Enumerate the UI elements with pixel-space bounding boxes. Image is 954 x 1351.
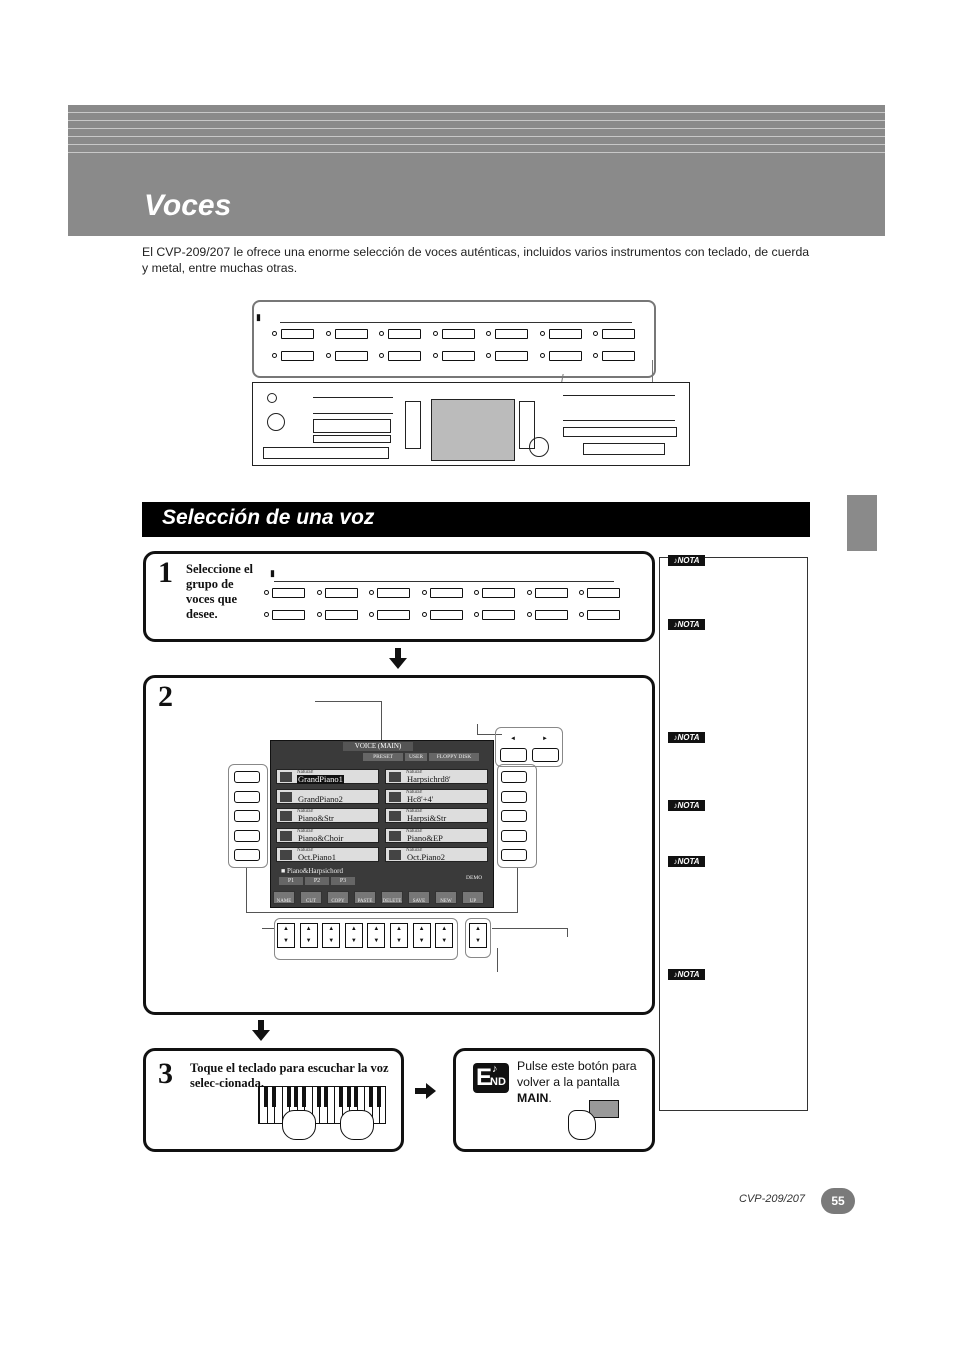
voice-group-button[interactable] <box>482 610 515 620</box>
up-arrow-icon: ▲ <box>305 926 312 932</box>
voice-led <box>540 353 545 358</box>
tab-left-button[interactable] <box>500 748 527 762</box>
piano-symbol-icon: ▮ <box>270 568 275 578</box>
voice-group-button[interactable] <box>377 588 410 598</box>
callout-line <box>497 948 498 972</box>
voice-name: Hc8'+4' <box>407 793 434 804</box>
voice-led <box>272 353 277 358</box>
voice-led <box>379 353 384 358</box>
right-hand-icon <box>340 1110 374 1140</box>
voice-led <box>474 590 479 595</box>
music-note-icon: ♪ <box>492 1063 498 1075</box>
panel-label-line <box>280 322 632 323</box>
voice-left-2[interactable] <box>276 789 379 804</box>
voice-icon <box>280 792 292 802</box>
end-badge-nd: ND <box>490 1076 506 1088</box>
up-arrow-icon: ▲ <box>441 926 448 932</box>
voice-group-button[interactable] <box>335 329 368 339</box>
nota-badge: ♪NOTA <box>668 856 705 867</box>
screen-left-button[interactable] <box>234 810 260 822</box>
left-button-block <box>313 419 391 433</box>
music-note-icon: ♪ <box>673 970 678 979</box>
voice-led <box>422 612 427 617</box>
voice-group-button[interactable] <box>430 588 463 598</box>
panel-label-line <box>274 581 614 582</box>
up-arrow-icon: ▲ <box>418 926 425 932</box>
white-key <box>259 1087 260 1123</box>
nota-badge: ♪NOTA <box>668 969 705 980</box>
voice-right-1[interactable] <box>385 769 488 784</box>
voice-led <box>486 353 491 358</box>
down-arrow-icon: ▼ <box>328 938 335 944</box>
nota-badge: ♪NOTA <box>668 619 705 630</box>
black-key <box>294 1087 298 1107</box>
voice-icon <box>389 811 401 821</box>
end-badge <box>473 1063 509 1093</box>
voice-left-5[interactable] <box>276 847 379 862</box>
voice-tag: Natural! <box>406 848 423 853</box>
voice-led <box>433 353 438 358</box>
voice-group-button[interactable] <box>388 329 421 339</box>
black-key <box>377 1087 381 1107</box>
voice-name: Oct.Piano2 <box>407 852 446 862</box>
callout-line <box>315 701 382 740</box>
voice-name: Oct.Piano1 <box>298 852 337 862</box>
voice-group-button[interactable] <box>602 351 635 361</box>
voice-group-button[interactable] <box>325 588 358 598</box>
lcd-left-buttons <box>405 401 421 449</box>
up-arrow-icon: ▲ <box>373 926 380 932</box>
voice-name: GrandPiano1 <box>298 774 343 784</box>
screen-right-button[interactable] <box>501 810 527 822</box>
screen-right-button[interactable] <box>501 849 527 861</box>
screen-button-paste[interactable]: PASTE <box>354 891 376 904</box>
black-key <box>369 1087 373 1107</box>
left-hand-icon <box>282 1110 316 1140</box>
page-number: 55 <box>821 1188 855 1214</box>
voice-group-button[interactable] <box>442 329 475 339</box>
master-volume-knob <box>267 413 285 431</box>
down-arrow-icon: ▼ <box>475 938 481 944</box>
voice-tag: Natural! <box>406 770 423 775</box>
voice-icon <box>280 811 292 821</box>
intro-paragraph: El CVP-209/207 le ofrece una enorme selección de voces auténticas, incluidos varios instrumentos con teclado, de cuerda y metal, entre muchas otras. <box>142 245 810 275</box>
voice-group-button[interactable] <box>430 610 463 620</box>
demo-label[interactable]: DEMO <box>466 875 483 881</box>
screen-button-delete[interactable]: DELETE <box>381 891 403 904</box>
right-voice-buttons <box>563 395 675 421</box>
voice-name: Piano&Choir <box>298 832 344 843</box>
voice-group-button[interactable] <box>482 588 515 598</box>
voice-group-button[interactable] <box>272 610 305 620</box>
screen-button-up[interactable]: UP <box>462 891 484 904</box>
music-note-icon: ♪ <box>673 801 678 810</box>
screen-button-cut[interactable]: CUT <box>300 891 322 904</box>
updown-button[interactable] <box>367 923 385 948</box>
folder-icon: ■ <box>281 867 286 875</box>
zoomed-voice-buttons <box>252 300 656 378</box>
white-key <box>334 1087 335 1123</box>
up-arrow-icon: ▲ <box>350 926 357 932</box>
screen-left-button[interactable] <box>234 791 260 803</box>
voice-led <box>272 331 277 336</box>
end-text-before: Pulse este botón para volver a la pantalla <box>517 1059 637 1089</box>
up-arrow-icon: ▲ <box>396 926 402 932</box>
screen-button-new[interactable]: NEW <box>435 891 457 904</box>
page-tab-p2[interactable]: P2 <box>305 877 329 885</box>
voice-selection-screen <box>270 740 494 908</box>
screen-button-save[interactable]: SAVE <box>408 891 430 904</box>
voice-led <box>379 331 384 336</box>
tab-preset[interactable]: PRESET <box>363 753 403 761</box>
updown-button[interactable] <box>390 923 408 948</box>
voice-group-button[interactable] <box>442 351 475 361</box>
flow-arrow-down <box>252 1020 270 1041</box>
voice-group-button[interactable] <box>587 588 620 598</box>
updown-button[interactable] <box>300 923 318 948</box>
voice-led <box>326 353 331 358</box>
voice-led <box>317 590 322 595</box>
voice-led <box>579 612 584 617</box>
step-1-box <box>143 551 655 642</box>
voice-tag: Natural! <box>297 809 314 814</box>
down-arrow-icon: ▼ <box>396 938 402 944</box>
screen-title: VOICE (MAIN) <box>343 742 413 751</box>
step-2-number: 2 <box>158 680 173 713</box>
voice-tag: Natural! <box>406 789 423 795</box>
registration-buttons <box>583 443 665 455</box>
voice-tag: Natural! <box>297 770 314 775</box>
voice-left-3[interactable] <box>276 808 379 823</box>
voice-name: Harpsichrd8' <box>407 774 451 784</box>
up-arrow-icon: ▲ <box>283 926 289 932</box>
down-arrow-icon: ▼ <box>305 938 312 944</box>
voice-tag: Natural! <box>406 828 423 834</box>
down-arrow-icon: ▼ <box>418 938 425 944</box>
voice-icon <box>389 772 401 782</box>
tab-left-arrow-icon: ◄ <box>510 736 516 742</box>
chapter-side-tab <box>847 495 877 551</box>
voice-right-4[interactable] <box>385 828 488 843</box>
lcd-screen-thumbnail <box>431 399 515 461</box>
flow-arrow-right <box>426 1083 436 1099</box>
voice-icon <box>280 772 292 782</box>
flow-arrow-down <box>389 648 407 669</box>
voice-group-button[interactable] <box>535 588 568 598</box>
chapter-header <box>68 105 885 236</box>
voice-group-button[interactable] <box>495 329 528 339</box>
voice-led <box>486 331 491 336</box>
finger-pointer-icon <box>568 1110 596 1140</box>
black-key <box>287 1087 291 1107</box>
screen-button-copy[interactable]: COPY <box>327 891 349 904</box>
voice-right-5[interactable] <box>385 847 488 862</box>
voice-left-1[interactable] <box>276 769 379 784</box>
footer-model: CVP-209/207 <box>739 1193 806 1205</box>
callout-line <box>492 928 568 937</box>
voice-led <box>317 612 322 617</box>
black-key <box>354 1087 358 1107</box>
screen-right-button[interactable] <box>501 830 527 842</box>
voice-name: Piano&Str <box>298 813 334 823</box>
voice-group-button[interactable] <box>377 610 410 620</box>
page-tab-p3[interactable]: P3 <box>331 877 355 885</box>
voice-led <box>369 590 374 595</box>
tab-user[interactable]: USER <box>405 753 427 761</box>
notes-column <box>659 557 808 1111</box>
voice-tag: Natural! <box>406 809 423 814</box>
black-key <box>339 1087 343 1107</box>
small-knob <box>267 393 277 403</box>
updown-button[interactable] <box>322 923 340 948</box>
black-key <box>272 1087 276 1107</box>
voice-tag: Natural! <box>297 828 314 834</box>
step-1-voice-buttons <box>264 568 624 632</box>
down-arrow-icon: ▼ <box>441 938 448 944</box>
voice-group-button[interactable] <box>549 351 582 361</box>
step-1-number: 1 <box>158 556 173 589</box>
down-arrow-icon: ▼ <box>373 938 380 944</box>
down-arrow-icon: ▼ <box>283 938 289 944</box>
main-button-label: MAIN <box>517 1091 549 1105</box>
panel-overview-illustration <box>252 300 692 466</box>
nota-badge: ♪NOTA <box>668 555 705 566</box>
page-title: Voces <box>144 189 232 222</box>
step-3-number: 3 <box>158 1057 173 1090</box>
left-button-block <box>313 435 391 443</box>
voice-group-button[interactable] <box>587 610 620 620</box>
instrument-panel <box>252 382 690 466</box>
music-note-icon: ♪ <box>673 620 678 629</box>
voice-group-button[interactable] <box>549 329 582 339</box>
header-stripes <box>68 105 885 153</box>
nota-badge: ♪NOTA <box>668 732 705 743</box>
voice-right-2[interactable] <box>385 789 488 804</box>
voice-led <box>264 612 269 617</box>
voice-led <box>527 612 532 617</box>
voice-icon <box>389 831 401 841</box>
up-arrow-icon: ▲ <box>475 926 481 932</box>
voice-led <box>540 331 545 336</box>
voice-left-4[interactable] <box>276 828 379 843</box>
updown-button[interactable] <box>413 923 431 948</box>
voice-icon <box>280 831 292 841</box>
voice-led <box>264 590 269 595</box>
voice-led <box>474 612 479 617</box>
updown-button[interactable] <box>277 923 295 948</box>
piano-symbol-icon: ▮ <box>256 312 261 322</box>
tab-right-button[interactable] <box>532 748 559 762</box>
section-title: Selección de una voz <box>162 506 375 529</box>
step-1-text: Seleccione el grupo de voces que desee. <box>186 562 253 621</box>
voice-led <box>593 331 598 336</box>
voice-name: GrandPiano2 <box>298 793 343 804</box>
voice-right-3[interactable] <box>385 808 488 823</box>
music-note-icon: ♪ <box>673 857 678 866</box>
black-key <box>324 1087 328 1107</box>
voice-name: Harpsi&Str <box>407 813 447 823</box>
black-key <box>317 1087 321 1107</box>
voice-icon <box>389 792 401 802</box>
section-bar <box>142 502 810 537</box>
data-dial <box>529 437 549 457</box>
end-text-after: . <box>548 1091 552 1105</box>
voice-group-button[interactable] <box>495 351 528 361</box>
tab-floppy-disk[interactable]: FLOPPY DISK <box>429 753 479 761</box>
nota-badge: ♪NOTA <box>668 800 705 811</box>
voice-group-button[interactable] <box>535 610 568 620</box>
music-note-icon: ♪ <box>673 556 678 565</box>
voice-led <box>527 590 532 595</box>
voice-tag: Natural! <box>297 848 314 853</box>
voice-led <box>369 612 374 617</box>
screen-button-name[interactable]: NAME <box>273 891 295 904</box>
down-arrow-icon: ▼ <box>350 938 357 944</box>
voice-group-button[interactable] <box>325 610 358 620</box>
screen-left-button[interactable] <box>234 771 260 783</box>
screen-right-button[interactable] <box>501 771 527 783</box>
up-arrow-icon: ▲ <box>328 926 335 932</box>
updown-button[interactable] <box>435 923 453 948</box>
voice-group-button[interactable] <box>388 351 421 361</box>
screen-right-button[interactable] <box>501 791 527 803</box>
voice-icon <box>280 850 292 860</box>
current-folder <box>281 867 343 875</box>
voice-icon <box>389 850 401 860</box>
end-instruction <box>517 1058 647 1106</box>
voice-group-button[interactable] <box>272 588 305 598</box>
screen-bottom-buttons <box>273 891 491 905</box>
voice-group-button[interactable] <box>602 329 635 339</box>
left-button-row <box>313 413 393 414</box>
screen-left-button[interactable] <box>234 849 260 861</box>
end-badge-e: E <box>476 1064 493 1091</box>
voice-led <box>422 590 427 595</box>
screen-left-button[interactable] <box>234 830 260 842</box>
step-3-text: Toque el teclado para escuchar la voz selec-cionada. <box>190 1061 389 1090</box>
right-lower-buttons <box>563 427 677 437</box>
page-updown-button[interactable] <box>469 923 487 948</box>
callout-line <box>262 928 274 937</box>
left-button-row <box>313 397 393 398</box>
voice-group-button[interactable] <box>281 329 314 339</box>
updown-button[interactable] <box>345 923 363 948</box>
voice-led <box>593 353 598 358</box>
black-key <box>302 1087 306 1107</box>
page-tab-p1[interactable]: P1 <box>279 877 303 885</box>
voice-group-button[interactable] <box>335 351 368 361</box>
voice-led <box>433 331 438 336</box>
folder-name: Piano&Harpsichord <box>286 867 343 875</box>
black-key <box>264 1087 268 1107</box>
voice-led <box>326 331 331 336</box>
voice-name: Piano&EP <box>407 832 443 843</box>
black-key <box>347 1087 351 1107</box>
voice-led <box>579 590 584 595</box>
voice-group-button[interactable] <box>281 351 314 361</box>
left-button-block <box>263 447 389 459</box>
tab-right-arrow-icon: ► <box>542 736 548 742</box>
music-note-icon: ♪ <box>673 733 678 742</box>
